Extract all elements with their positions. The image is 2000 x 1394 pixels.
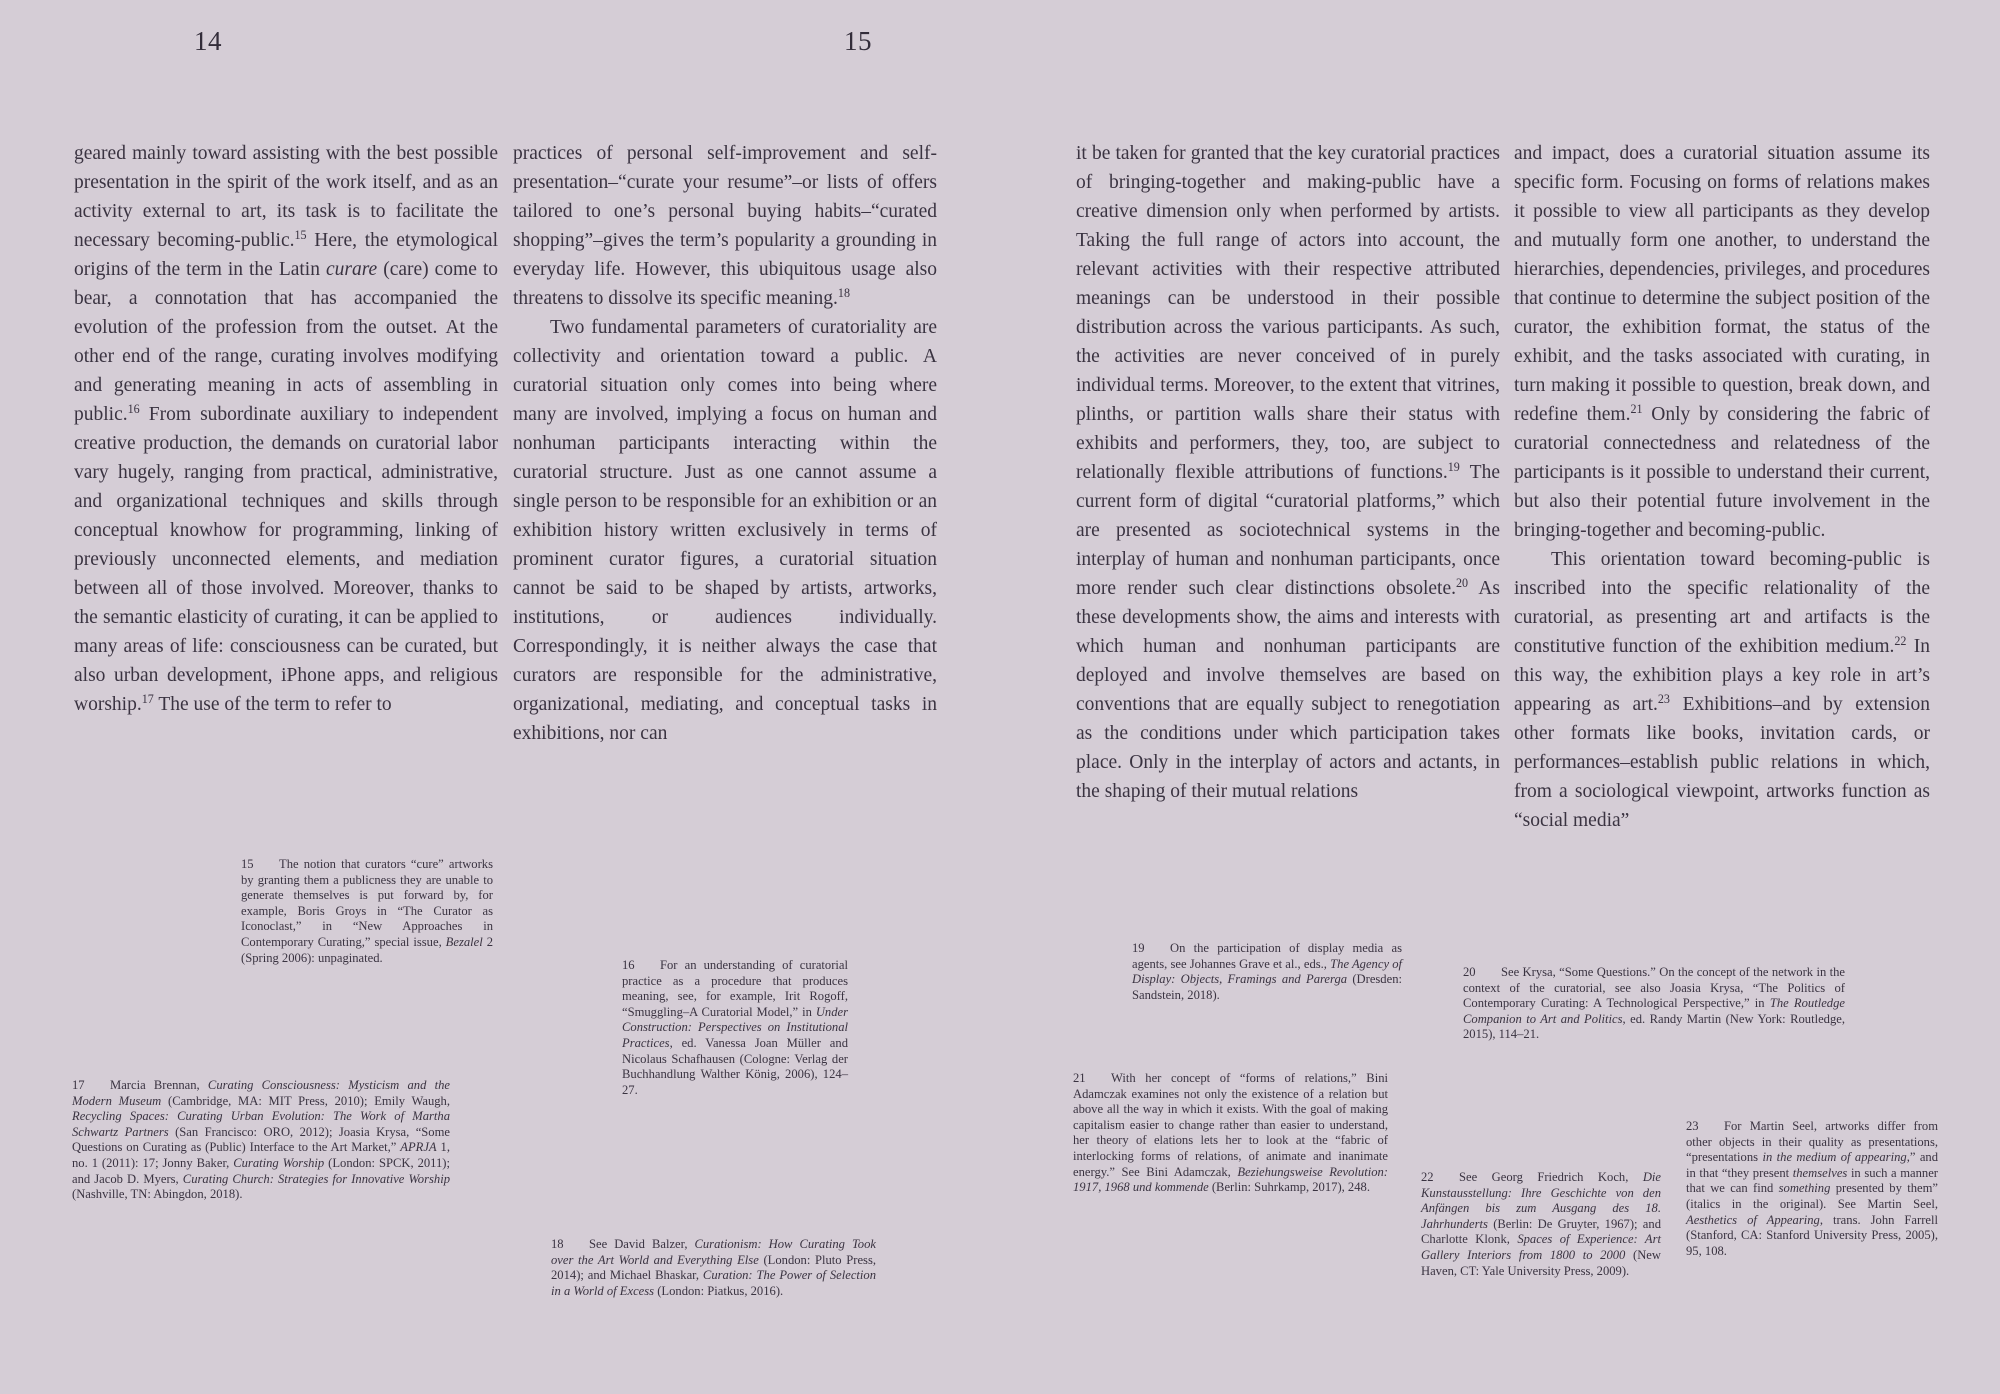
footnote-20: 20 See Krysa, “Some Questions.” On the concept of the network in the context of the curatorial, see also Joasia Krysa, “The Politics of Contemporary Curating: A Technological Perspective,” in The Routledge Companion to Art and Politics, ed. Randy Martin (New York: Routledge, 2015), 114–21. <box>1463 965 1845 1042</box>
body-paragraph: and impact, does a curatorial situation assume its specific form. Focusing on forms of relations makes it possible to view all participants as they develop and mutually form one another, to understand the hierarchies, dependencies, privileges, and procedures that continue to determine the subject position of the curator, the exhibition format, the status of the exhibit, and the tasks associated with curating, in turn making it possible to question, break down, and redefine them.$^{21}$ Only by considering the fabric of curatorial connectedness and relatedness of the participants is it possible to understand their current, but also their potential future involvement in the bringing-together and becoming-public. <box>1514 143 1930 541</box>
body-paragraph: it be taken for granted that the key curatorial practices of bringing-together and making-public have a creative dimension only when performed by artists. Taking the full range of actors into account, the relevant activities with their respective attributed meanings can be understood in their possible distribution across the various participants. As such, the activities are never conceived of in purely individual terms. Moreover, to the extent that vitrines, plinths, or partition walls share their status with exhibits and performers, they, too, are subject to relationally flexible attributions of functions.$^{19}$ The current form of digital “curatorial platforms,” which are presented as sociotechnical systems in the interplay of human and nonhuman participants, once more render such clear distinctions obsolete.$^{20}$ As these developments show, the aims and interests with which human and nonhuman participants are deployed and involve themselves are based on conventions that are equally subject to renegotiation as the conditions under which participation takes place. Only in the interplay of actors and actants, in the shaping of their mutual relations <box>1076 143 1500 802</box>
text-column-2 <box>513 139 937 748</box>
body-paragraph: This orientation toward becoming-public is inscribed into the specific relationality of the curatorial, as presenting art and artifacts is the constitutive function of the exhibition medium.$^{22}$ In this way, the exhibition plays a key role in art’s appearing as art.$^{23}$ Exhibitions–and by extension other formats like books, invitation cards, or performances–establish public relations in which, from a sociological viewpoint, artworks function as “social media” <box>1514 549 1931 831</box>
footnote-23: 23 For Martin Seel, artworks differ from other objects in their quality as presentations, “presentations in the medium of appearing,” and in that “they present themselves in such a manner that we can find something presented by them” (italics in the original). See Martin Seel, Aesthetics of Appearing, trans. John Farrell (Stanford, CA: Stanford University Press, 2005), 95, 108. <box>1686 1119 1939 1258</box>
text-column-1 <box>74 139 498 719</box>
text-column-4 <box>1514 139 1930 835</box>
footnote-18: 18 See David Balzer, Curationism: How Curating Took over the Art World and Everything Else (London: Pluto Press, 2014); and Michael Bhaskar, Curation: The Power of Selection in a World of Excess (London: Piatkus, 2016). <box>551 1237 877 1298</box>
page-number-right: 15 <box>844 26 872 56</box>
footnote-22: 22 See Georg Friedrich Koch, Die Kunstausstellung: Ihre Geschichte von den Anfängen bis zum Ausgang des 18. Jahrhunderts (Berlin: De Gruyter, 1967); and Charlotte Klonk, Spaces of Experience: Art Gallery Interiors from 1800 to 2000 (New Haven, CT: Yale University Press, 2009). <box>1421 1170 1661 1278</box>
footnote-15: 15 The notion that curators “cure” artworks by granting them a publicness they are unable to generate themselves is put forward by, for example, Boris Groys in “The Curator as Iconoclast,” in “New Approaches in Contemporary Curating,” special issue, Bezalel 2 (Spring 2006): unpaginated. <box>241 857 493 965</box>
body-paragraph: geared mainly toward assisting with the best possible presentation in the spirit of the work itself, and as an activity external to art, its task is to facilitate the necessary becoming-public.$^{15}$ Here, the etymological origins of the term in the Latin curare (care) come to bear, a connotation that has accompanied the evolution of the profession from the outset. At the other end of the range, curating involves modifying and generating meaning in acts of assembling in public.$^{16}$ From subordinate auxiliary to independent creative production, the demands on curatorial labor vary hugely, ranging from practical, administrative, and organizational techniques and skills through conceptual knowhow for programming, linking of previously unconnected elements, and mediation between all of those involved. Moreover, thanks to the semantic elasticity of curating, it can be applied to many areas of life: consciousness can be curated, but also urban development, iPhone apps, and religious worship.$^{17}$ The use of the term to refer to <box>74 143 499 715</box>
footnote-19: 19 On the participation of display media as agents, see Johannes Grave et al., eds., The Agency of Display: Objects, Framings and Parerga (Dresden: Sandstein, 2018). <box>1132 941 1403 1002</box>
footnote-17: 17 Marcia Brennan, Curating Consciousness: Mysticism and the Modern Museum (Cambridge, MA: MIT Press, 2010); Emily Waugh, Recycling Spaces: Curating Urban Evolution: The Work of Martha Schwartz Partners (San Francisco: ORO, 2012); Joasia Krysa, “Some Questions on Curating as (Public) Interface to the Art Market,” APRJA 1, no. 1 (2011): 17; Jonny Baker, Curating Worship (London: SPCK, 2011); and Jacob D. Myers, Curating Church: Strategies for Innovative Worship (Nashville, TN: Abingdon, 2018). <box>72 1078 450 1202</box>
body-paragraph: Two fundamental parameters of curatoriality are collectivity and orientation toward a public. A curatorial situation only comes into being where many are involved, implying a focus on human and nonhuman participants interacting within the curatorial structure. Just as one cannot assume a single person to be responsible for an exhibition or an exhibition history written exclusively in terms of prominent curator figures, a curatorial situation cannot be said to be shaped by artists, artworks, institutions, or audiences individually. Correspondingly, it is neither always the case that curators are responsible for the administrative, organizational, mediating, and conceptual tasks in exhibitions, nor can <box>513 317 937 744</box>
footnote-21: 21 With her concept of “forms of relations,” Bini Adamczak examines not only the existence of a relation but above all the way in which it exists. With the goal of making capitalism easier to change rather than easier to understand, her theory of elations lets her to look at the “fabric of interlocking forms of relations, of animate and inanimate energy.” See Bini Adamczak, Beziehungsweise Revolution: 1917, 1968 und kommende (Berlin: Suhrkamp, 2017), 248. <box>1073 1071 1388 1195</box>
text-column-3 <box>1076 139 1500 806</box>
body-paragraph: practices of personal self-improvement and self-presentation–“curate your resume”–or lists of offers tailored to one’s personal buying habits–“curated shopping”–gives the term’s popularity a grounding in everyday life. However, this ubiquitous usage also threatens to dissolve its specific meaning.$^{18}$ <box>513 143 937 309</box>
footnote-16: 16 For an understanding of curatorial practice as a procedure that produces meaning, see, for example, Irit Rogoff, “Smuggling–A Curatorial Model,” in Under Construction: Perspectives on Institutional Practices, ed. Vanessa Joan Müller and Nicolaus Schafhausen (Cologne: Verlag der Buchhandlung Walther König, 2006), 124–27. <box>622 958 848 1097</box>
page-number-left: 14 <box>194 26 222 56</box>
